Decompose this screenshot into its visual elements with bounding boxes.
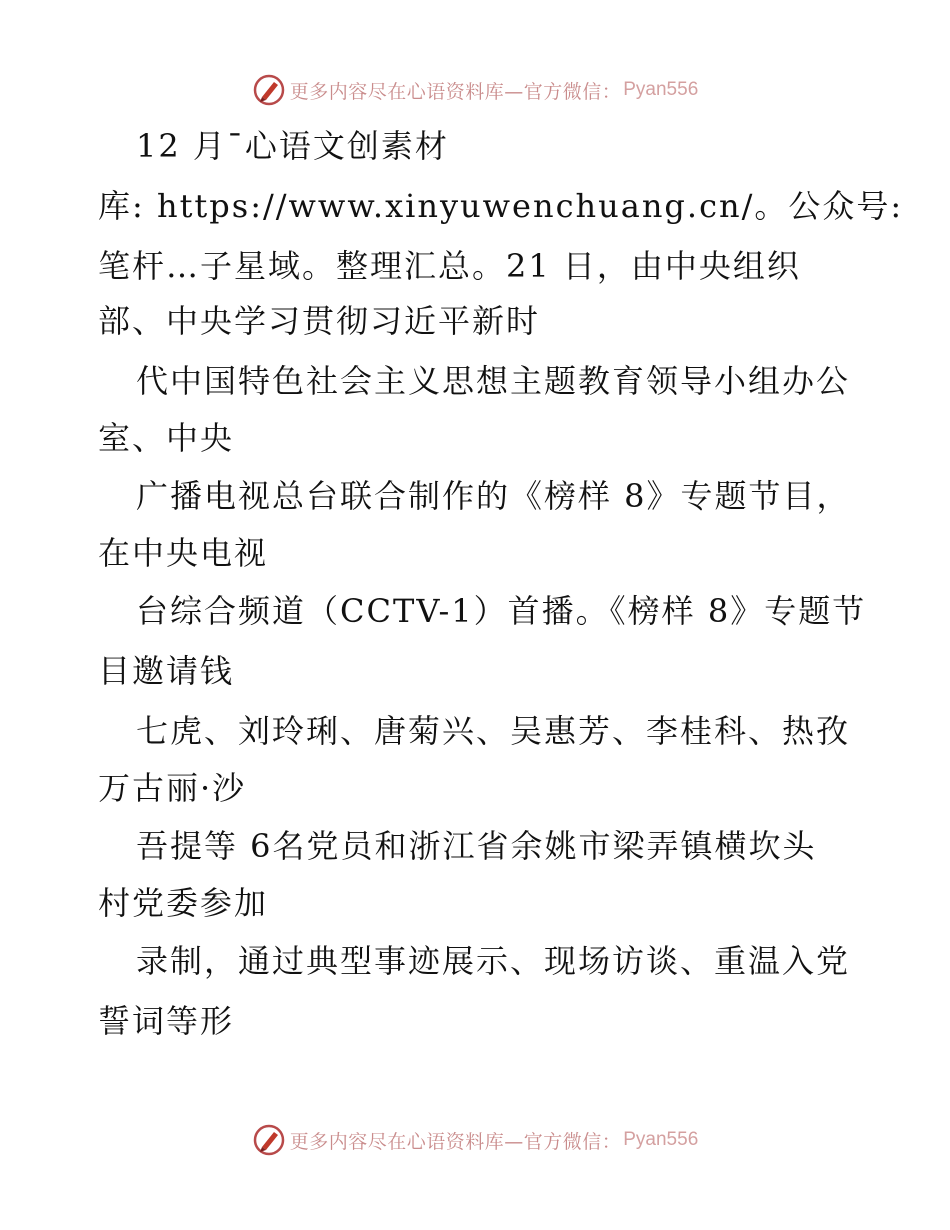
text-line: 笔杆…子星域。整理汇总。21 日，由中央组织 xyxy=(98,247,801,285)
text-line: 万古丽·沙 xyxy=(98,769,247,807)
text-line: 台综合频道（CCTV-1）首播。《榜样 8》专题节 xyxy=(136,592,867,630)
text-line: 在中央电视 xyxy=(98,534,269,572)
text-line: 广播电视总台联合制作的《榜样 8》专题节目， xyxy=(136,477,851,515)
watermark-handle: Pyan556 xyxy=(623,1129,699,1150)
text-line: 录制，通过典型事迹展示、现场访谈、重温入党 xyxy=(136,942,851,980)
pen-logo-icon xyxy=(252,1123,286,1157)
pen-logo-icon xyxy=(252,73,286,107)
text-line: 誓词等形 xyxy=(98,1002,235,1040)
watermark-handle: Pyan556 xyxy=(623,79,699,100)
text-line: 吾提等 6名党员和浙江省余姚市梁弄镇横坎头 xyxy=(136,827,817,865)
text-line: 代中国特色社会主义思想主题教育领导小组办公 xyxy=(136,362,851,400)
watermark-text: 更多内容尽在心语资料库—官方微信： xyxy=(289,1130,622,1153)
footer-watermark xyxy=(0,1120,950,1160)
text-line: 村党委参加 xyxy=(98,884,269,922)
header-watermark xyxy=(0,70,950,110)
text-line: 12 月¯心语文创素材 xyxy=(136,127,449,165)
text-line: 目邀请钱 xyxy=(98,652,235,690)
watermark-text: 更多内容尽在心语资料库—官方微信： xyxy=(289,80,622,103)
text-line: 部、中央学习贯彻习近平新时 xyxy=(98,302,541,340)
text-line: 库: https://www.xinyuwenchuang.cn/。公众号: xyxy=(98,187,904,225)
text-line: 七虎、刘玲琍、唐菊兴、吴惠芳、李桂科、热孜 xyxy=(136,712,851,750)
text-line: 室、中央 xyxy=(98,419,235,457)
